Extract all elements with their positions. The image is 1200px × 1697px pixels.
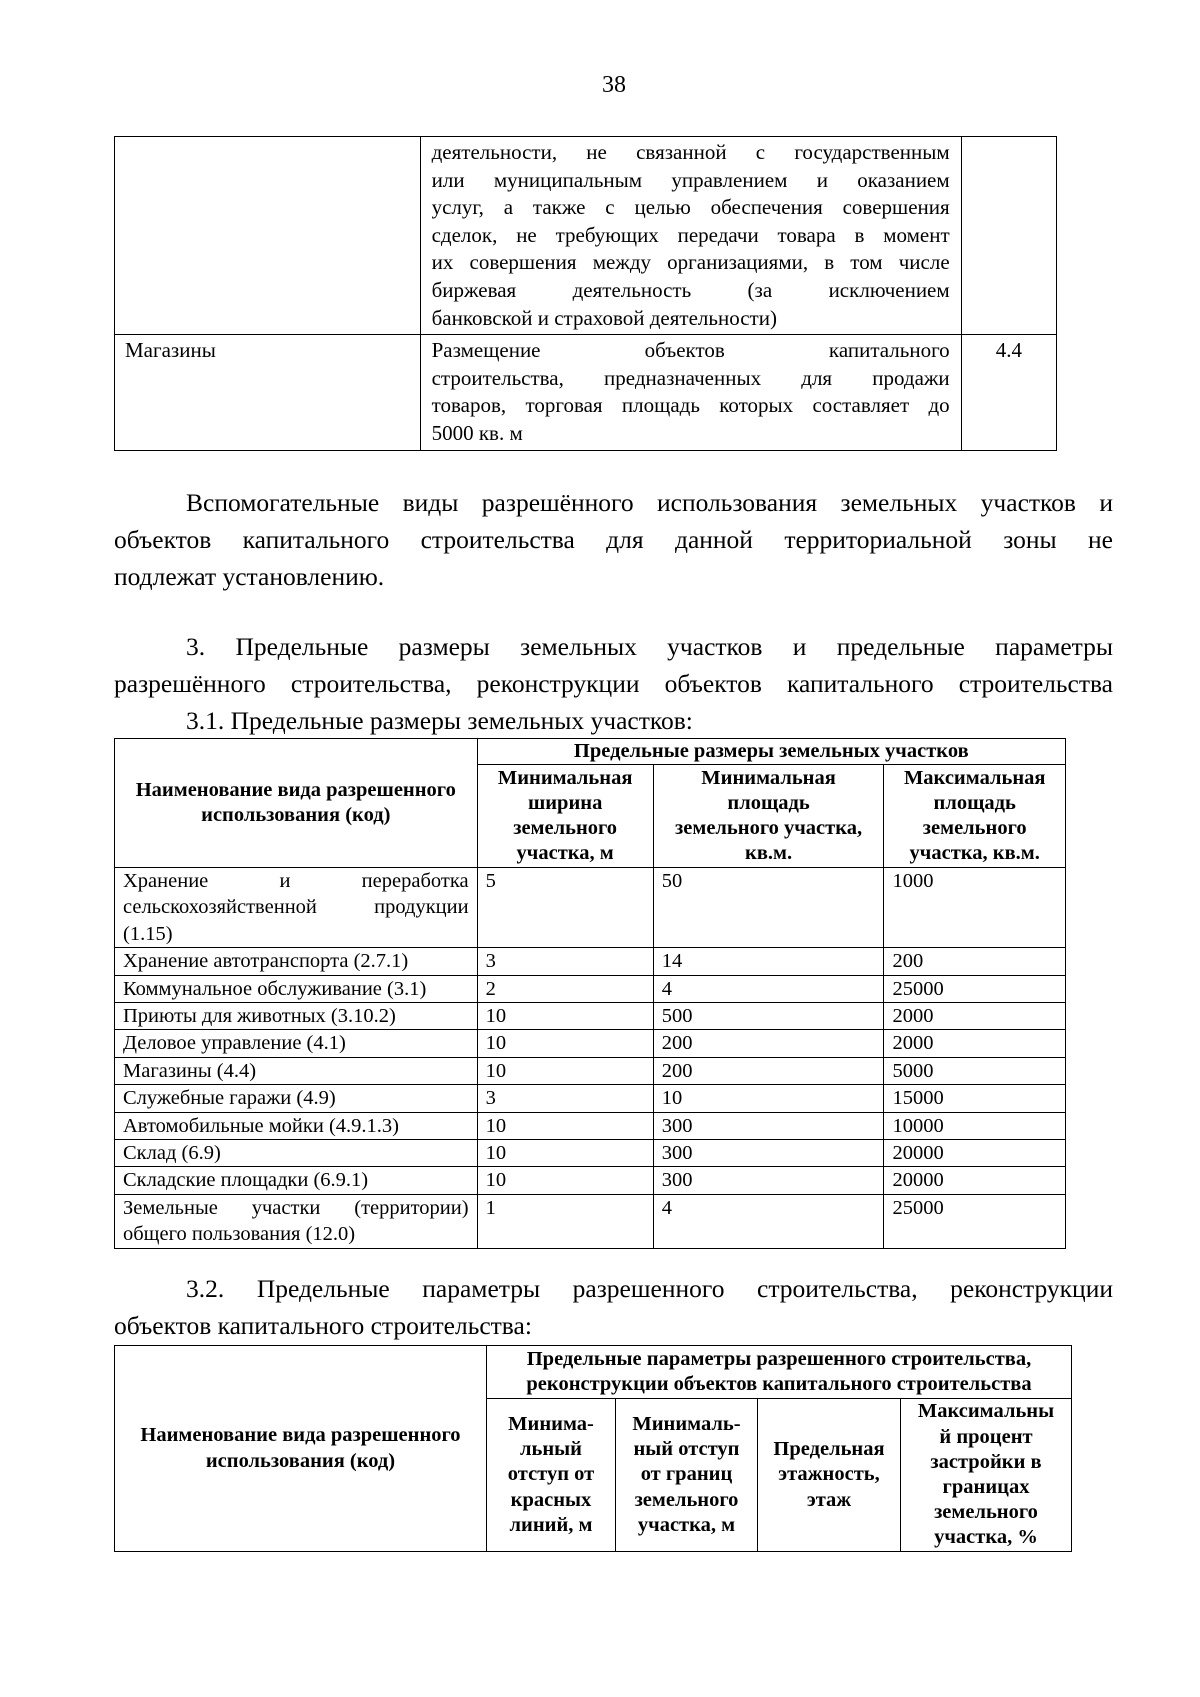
max-area-cell: 2000 bbox=[884, 1003, 1066, 1030]
min-width-header: Минимальная ширина земельного участка, м bbox=[477, 765, 653, 868]
header-line: участка, % bbox=[934, 1526, 1038, 1549]
use-name: Хранение и переработка сельскохозяйственной продукции (1.15) bbox=[123, 870, 469, 945]
min-width-cell: 3 bbox=[477, 1085, 653, 1112]
max-floors-header bbox=[758, 1399, 901, 1552]
min-width-cell: 1 bbox=[477, 1194, 653, 1248]
min-width-cell: 10 bbox=[477, 1003, 653, 1030]
min-area-cell: 300 bbox=[653, 1112, 884, 1139]
header-line: застройки в bbox=[930, 1450, 1042, 1473]
max-area-cell: 200 bbox=[884, 948, 1066, 975]
header-line: Максимальны bbox=[917, 1400, 1055, 1423]
table-row bbox=[115, 948, 1066, 975]
use-code-cell: 4.4 bbox=[961, 335, 1056, 450]
header-line: границах bbox=[942, 1476, 1030, 1498]
min-width-cell: 10 bbox=[477, 1140, 653, 1167]
table-row bbox=[115, 868, 1066, 948]
use-name-cell bbox=[115, 137, 421, 335]
use-name-cell: Приюты для животных (3.10.2) bbox=[115, 1003, 478, 1030]
use-name: Земельные участки (территории) общего пользования (12.0) bbox=[123, 1196, 469, 1246]
section-3-heading bbox=[114, 628, 1113, 739]
use-name-cell: Деловое управление (4.1) bbox=[115, 1030, 478, 1057]
min-area-cell: 4 bbox=[653, 1194, 884, 1248]
build-parameters-table bbox=[114, 1345, 1072, 1552]
max-area-cell: 25000 bbox=[884, 975, 1066, 1002]
table-row bbox=[115, 1140, 1066, 1167]
header-line: ный отступ bbox=[633, 1438, 740, 1461]
paragraph-line: объектов капитального строительства для данной территориальной зоны не bbox=[114, 525, 1113, 554]
max-area-cell: 20000 bbox=[884, 1140, 1066, 1167]
min-width-cell: 10 bbox=[477, 1057, 653, 1084]
header-line: Минима- bbox=[508, 1412, 594, 1435]
header-line: этажность, bbox=[778, 1463, 880, 1486]
table-row bbox=[115, 1112, 1066, 1139]
min-area-cell: 200 bbox=[653, 1030, 884, 1057]
table-row bbox=[115, 137, 1057, 335]
subsection-line: объектов капитального строительства: bbox=[114, 1311, 532, 1340]
auxiliary-uses-paragraph bbox=[114, 484, 1113, 595]
header-line: земельного bbox=[934, 1501, 1038, 1524]
use-description-cell bbox=[420, 137, 961, 335]
header-line: красных bbox=[510, 1488, 592, 1511]
description-line: сделок, не требующих передачи товара в момент bbox=[431, 222, 950, 247]
subsection-3-1-heading: 3.1. Предельные размеры земельных участков: bbox=[186, 706, 693, 735]
section-line: 3. Предельные размеры земельных участков и предельные параметры bbox=[186, 632, 1113, 661]
min-area-cell: 200 bbox=[653, 1057, 884, 1084]
permitted-use-continuation-table bbox=[114, 136, 1057, 451]
min-width-cell: 10 bbox=[477, 1030, 653, 1057]
description-line: услуг, а также с целью обеспечения совершения bbox=[431, 195, 950, 220]
max-build-percent-header bbox=[901, 1399, 1072, 1552]
max-area-cell: 2000 bbox=[884, 1030, 1066, 1057]
use-name-header: Наименование вида разрешенного использования (код) bbox=[115, 1346, 487, 1552]
table-header-row bbox=[115, 1346, 1072, 1399]
table-row bbox=[115, 1167, 1066, 1194]
subsection-3-2-heading bbox=[114, 1270, 1113, 1344]
min-area-cell: 50 bbox=[653, 868, 884, 948]
min-area-cell: 300 bbox=[653, 1140, 884, 1167]
header-line: отступ от bbox=[507, 1463, 595, 1486]
group-header: Предельные размеры земельных участков bbox=[477, 739, 1065, 765]
max-area-cell: 1000 bbox=[884, 868, 1066, 948]
use-name-cell: Магазины bbox=[115, 335, 421, 450]
min-width-cell: 2 bbox=[477, 975, 653, 1002]
header-line: Минималь- bbox=[632, 1412, 741, 1435]
use-name-cell: Коммунальное обслуживание (3.1) bbox=[115, 975, 478, 1002]
header-line: участка, м bbox=[637, 1513, 736, 1536]
group-header-line: реконструкции объектов капитального строительства bbox=[526, 1373, 1032, 1395]
min-offset-red-lines-header bbox=[487, 1399, 616, 1552]
header-line: льный bbox=[520, 1438, 582, 1461]
use-code-cell bbox=[961, 137, 1056, 335]
max-area-cell: 10000 bbox=[884, 1112, 1066, 1139]
use-name-cell: Складские площадки (6.9.1) bbox=[115, 1167, 478, 1194]
use-name-cell: Магазины (4.4) bbox=[115, 1057, 478, 1084]
min-area-header: Минимальная площадь земельного участка, кв.м. bbox=[653, 765, 884, 868]
min-width-cell: 10 bbox=[477, 1167, 653, 1194]
group-header-line: Предельные параметры разрешенного строительства, bbox=[526, 1347, 1032, 1370]
max-area-cell: 25000 bbox=[884, 1194, 1066, 1248]
table-row bbox=[115, 335, 1057, 450]
table-header-row bbox=[115, 739, 1066, 765]
use-name-cell bbox=[115, 868, 478, 948]
use-name-cell: Автомобильные мойки (4.9.1.3) bbox=[115, 1112, 478, 1139]
max-area-cell: 15000 bbox=[884, 1085, 1066, 1112]
description-line: товаров, торговая площадь которых составляет до bbox=[431, 393, 950, 418]
paragraph-line: Вспомогательные виды разрешённого использования земельных участков и bbox=[186, 488, 1113, 517]
paragraph-line: подлежат установлению. bbox=[114, 562, 385, 591]
header-line: этаж bbox=[806, 1488, 852, 1511]
max-area-cell: 20000 bbox=[884, 1167, 1066, 1194]
header-line: Предельная bbox=[773, 1438, 885, 1461]
description-line: банковской и страховой деятельности) bbox=[431, 305, 777, 330]
description-line: их совершения между организациями, в том числе bbox=[431, 250, 950, 275]
min-area-cell: 300 bbox=[653, 1167, 884, 1194]
use-name-header: Наименование вида разрешенного использования (код) bbox=[115, 739, 478, 868]
min-area-cell: 10 bbox=[653, 1085, 884, 1112]
page-number: 38 bbox=[602, 72, 626, 98]
table-row bbox=[115, 1003, 1066, 1030]
header-line: линий, м bbox=[509, 1513, 593, 1536]
use-name-cell: Хранение автотранспорта (2.7.1) bbox=[115, 948, 478, 975]
use-name-cell: Склад (6.9) bbox=[115, 1140, 478, 1167]
description-line: 5000 кв. м bbox=[431, 420, 523, 445]
min-area-cell: 14 bbox=[653, 948, 884, 975]
description-line: или муниципальным управлением и оказанием bbox=[431, 167, 950, 192]
table-row bbox=[115, 1030, 1066, 1057]
header-line: й процент bbox=[939, 1425, 1033, 1448]
header-line: от границ bbox=[640, 1463, 733, 1486]
table-row bbox=[115, 1085, 1066, 1112]
group-header bbox=[487, 1346, 1072, 1399]
description-line: строительства, предназначенных для продажи bbox=[431, 365, 950, 390]
subsection-line: 3.2. Предельные параметры разрешенного строительства, реконструкции bbox=[186, 1274, 1113, 1303]
table-row bbox=[115, 1057, 1066, 1084]
min-area-cell: 4 bbox=[653, 975, 884, 1002]
table-row bbox=[115, 1194, 1066, 1248]
description-line: деятельности, не связанной с государственным bbox=[431, 140, 950, 164]
min-offset-plot-border-header bbox=[616, 1399, 758, 1552]
min-width-cell: 3 bbox=[477, 948, 653, 975]
max-area-cell: 5000 bbox=[884, 1057, 1066, 1084]
section-line: разрешённого строительства, реконструкции объектов капитального строительства bbox=[114, 669, 1113, 698]
use-name-cell bbox=[115, 1194, 478, 1248]
min-width-cell: 10 bbox=[477, 1112, 653, 1139]
description-line: биржевая деятельность (за исключением bbox=[431, 277, 950, 302]
use-description-cell bbox=[420, 335, 961, 450]
min-area-cell: 500 bbox=[653, 1003, 884, 1030]
description-line: Размещение объектов капитального bbox=[431, 338, 950, 363]
min-width-cell: 5 bbox=[477, 868, 653, 948]
max-area-header: Максимальная площадь земельного участка, кв.м. bbox=[884, 765, 1066, 868]
plot-size-limits-table bbox=[114, 738, 1066, 1249]
table-row bbox=[115, 975, 1066, 1002]
header-line: земельного bbox=[634, 1488, 739, 1511]
use-name-cell: Служебные гаражи (4.9) bbox=[115, 1085, 478, 1112]
